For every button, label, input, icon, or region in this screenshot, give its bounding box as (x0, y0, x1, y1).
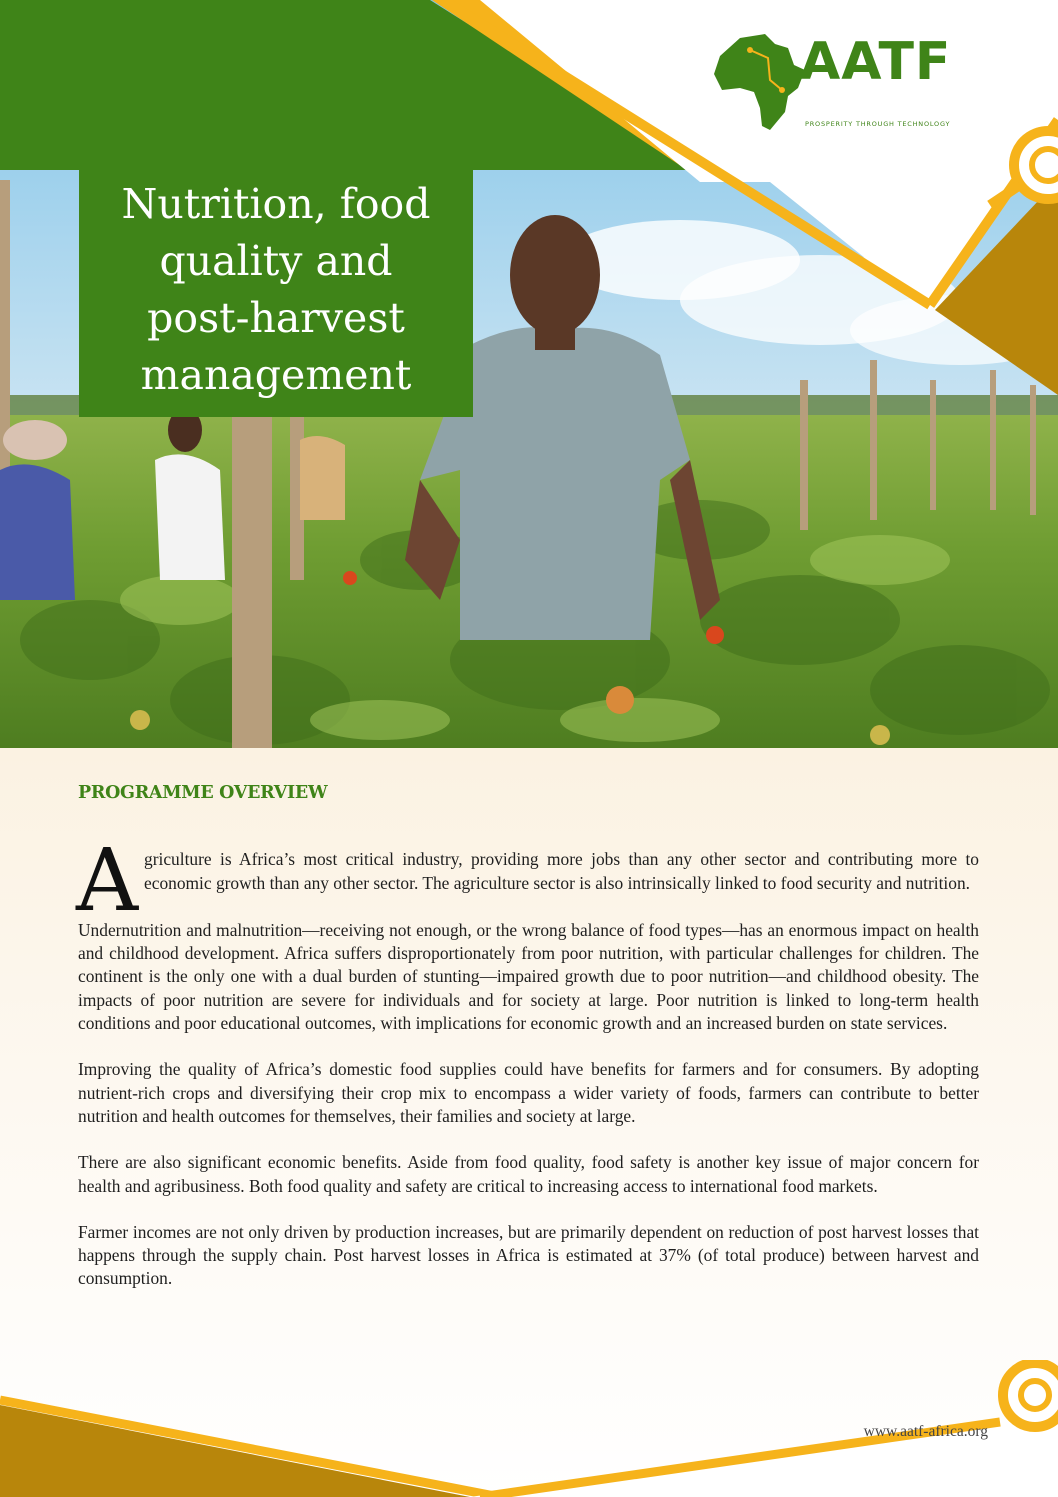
page-title-line: management (140, 351, 412, 399)
aatf-logo[interactable] (710, 30, 980, 140)
programme-overview-section (78, 782, 979, 1314)
section-heading: PROGRAMME OVERVIEW (78, 783, 328, 803)
body-paragraph: Improving the quality of Africa’s domestic food supplies could have benefits for farmers and for consumers. By adopting nutrient-rich crops and diversifying their crop mix to encompass a wider variety of foods, farmers can contribute to better nutrition and health outcomes for themselves, their families and society at large. (78, 1059, 979, 1126)
hero-section (0, 0, 1058, 748)
page-title-line: quality and (159, 237, 393, 285)
logo-tagline: PROSPERITY THROUGH TECHNOLOGY (805, 120, 951, 128)
lead-paragraph-text: griculture is Africa’s most critical industry, providing more jobs than any other sector and contributing more to economic growth than any other sector. The agriculture sector is also intrinsically linked to food security and nutrition. (144, 849, 979, 893)
body-paragraph: Farmer incomes are not only driven by production increases, but are primarily dependent on reduction of post harvest losses that happens through the supply chain. Post harvest losses in Africa is estimated at 37% (of total produce) between harvest and consumption. (78, 1221, 979, 1289)
logo-wordmark: AATF (800, 32, 952, 92)
body-paragraph: Undernutrition and malnutrition—receiving not enough, or the wrong balance of food types—has an enormous impact on health and childhood development. Africa suffers disproportionately from poor nutrition, with particular challenges for children. The continent is the only one with a dual burden of stunting—impaired growth due to poor nutrition—and childhood obesity. The impacts of poor nutrition are severe for individuals and for society at large. Poor nutrition is linked to long-term health conditions and poor educational outcomes, with implications for economic growth and an increased burden on state services. (78, 919, 979, 1034)
lead-paragraph (76, 831, 979, 932)
page-title-line: Nutrition, food (121, 180, 431, 228)
drop-cap: A (76, 831, 139, 932)
website-link[interactable]: www.aatf-africa.org (863, 1423, 988, 1440)
page-title-line: post-harvest (147, 294, 405, 342)
africa-map-icon (710, 30, 810, 135)
body-paragraph: There are also significant economic benefits. Aside from food quality, food safety is another key issue of major concern for health and agribusiness. Both food quality and safety are critical to increasing access to international food markets. (78, 1152, 979, 1196)
title-box (79, 170, 473, 417)
